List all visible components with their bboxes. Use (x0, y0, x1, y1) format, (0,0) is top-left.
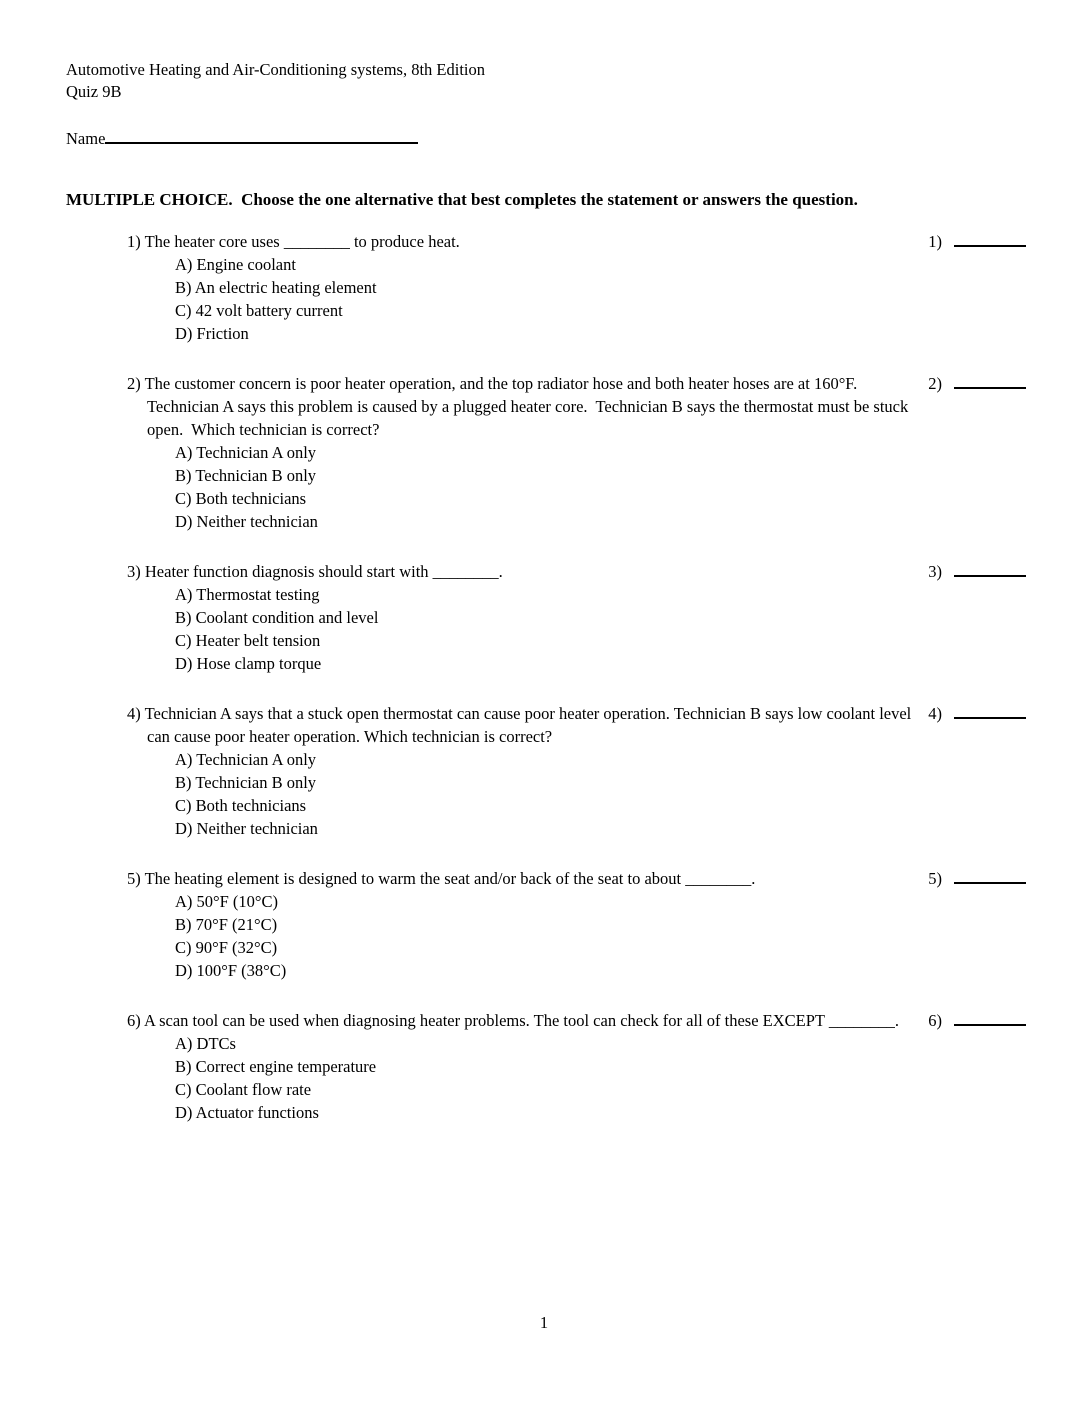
question-5-text: The heating element is designed to warm the seat and/or back of the seat to about ________. (144, 869, 756, 888)
option-c: C) 90°F (32°C) (175, 938, 278, 957)
question-1-options (127, 253, 1026, 345)
option-b: B) An electric heating element (175, 278, 377, 297)
question-4-answer-area (928, 702, 1026, 725)
question-4-options (127, 748, 1026, 840)
question-2 (127, 372, 1026, 533)
question-4 (127, 702, 1026, 840)
instructions-heading: MULTIPLE CHOICE. Choose the one alternative that best completes the statement or answers the question. (66, 190, 858, 209)
question-2-row (127, 372, 1026, 441)
question-2-options (127, 441, 1026, 533)
option-a: A) Technician A only (175, 750, 317, 769)
question-1-answer-area (928, 230, 1026, 253)
option-c: C) Both technicians (175, 796, 307, 815)
option-c: C) 42 volt battery current (175, 301, 343, 320)
question-3-answer-number: 3) (928, 562, 942, 581)
quiz-number: Quiz 9B (66, 82, 122, 101)
option-d: D) Neither technician (175, 512, 318, 531)
question-6 (127, 1009, 1026, 1124)
question-5-options (127, 890, 1026, 982)
question-2-text: The customer concern is poor heater operation, and the top radiator hose and both heater hoses are at 160°F. Technician A says this problem is caused by a plugged heater core. Technician B says the thermostat must be stuck open. Which technician is correct? (144, 374, 913, 439)
name-row (66, 127, 1026, 150)
question-5-row (127, 867, 1026, 890)
question-1-text: The heater core uses ________ to produce heat. (144, 232, 460, 251)
question-3-answer-area (928, 560, 1026, 583)
option-b: B) Coolant condition and level (175, 608, 379, 627)
question-6-text: A scan tool can be used when diagnosing heater problems. The tool can check for all of these EXCEPT ________. (143, 1011, 899, 1030)
page-number: 1 (539, 1313, 549, 1332)
document-title: Automotive Heating and Air-Conditioning systems, 8th Edition (66, 60, 486, 79)
question-1 (127, 230, 1026, 345)
question-2-number: 2) (127, 374, 141, 393)
question-3 (127, 560, 1026, 675)
question-3-answer-blank[interactable] (954, 561, 1026, 577)
option-b: B) Technician B only (175, 466, 317, 485)
question-4-row (127, 702, 1026, 748)
name-blank-line[interactable] (105, 127, 418, 144)
question-5-answer-area (928, 867, 1026, 890)
question-4-answer-number: 4) (928, 704, 942, 723)
option-a: A) Engine coolant (175, 255, 296, 274)
question-6-answer-blank[interactable] (954, 1010, 1026, 1026)
question-3-text: Heater function diagnosis should start with ________. (144, 562, 503, 581)
question-list (66, 230, 1026, 1124)
question-5 (127, 867, 1026, 982)
option-d: D) Actuator functions (175, 1103, 319, 1122)
question-2-answer-blank[interactable] (954, 373, 1026, 389)
option-b: B) Technician B only (175, 773, 317, 792)
question-1-answer-blank[interactable] (954, 231, 1026, 247)
question-6-row (127, 1009, 1026, 1032)
option-c: C) Both technicians (175, 489, 307, 508)
option-c: C) Coolant flow rate (175, 1080, 312, 1099)
question-4-number: 4) (127, 704, 141, 723)
option-a: A) 50°F (10°C) (175, 892, 279, 911)
question-6-answer-number: 6) (928, 1011, 942, 1030)
question-3-options (127, 583, 1026, 675)
option-b: B) Correct engine temperature (175, 1057, 377, 1076)
option-d: D) 100°F (38°C) (175, 961, 287, 980)
option-d: D) Neither technician (175, 819, 318, 838)
question-1-number: 1) (127, 232, 141, 251)
option-a: A) DTCs (175, 1034, 236, 1053)
question-6-options (127, 1032, 1026, 1124)
option-d: D) Hose clamp torque (175, 654, 322, 673)
question-5-number: 5) (127, 869, 141, 888)
question-1-answer-number: 1) (928, 232, 942, 251)
question-6-answer-area (928, 1009, 1026, 1032)
option-c: C) Heater belt tension (175, 631, 321, 650)
question-4-answer-blank[interactable] (954, 703, 1026, 719)
question-6-number: 6) (127, 1011, 141, 1030)
question-2-answer-number: 2) (928, 374, 942, 393)
document-header (66, 59, 1026, 103)
question-1-row (127, 230, 1026, 253)
question-3-row (127, 560, 1026, 583)
question-5-answer-blank[interactable] (954, 868, 1026, 884)
question-2-answer-area (928, 372, 1026, 395)
question-3-number: 3) (127, 562, 141, 581)
question-5-answer-number: 5) (928, 869, 942, 888)
question-4-text: Technician A says that a stuck open thermostat can cause poor heater operation. Technician B says low coolant level can cause poor heater operation. Which technician is correct? (144, 704, 916, 746)
option-b: B) 70°F (21°C) (175, 915, 278, 934)
name-label: Name (66, 129, 106, 148)
option-d: D) Friction (175, 324, 249, 343)
option-a: A) Technician A only (175, 443, 317, 462)
option-a: A) Thermostat testing (175, 585, 320, 604)
